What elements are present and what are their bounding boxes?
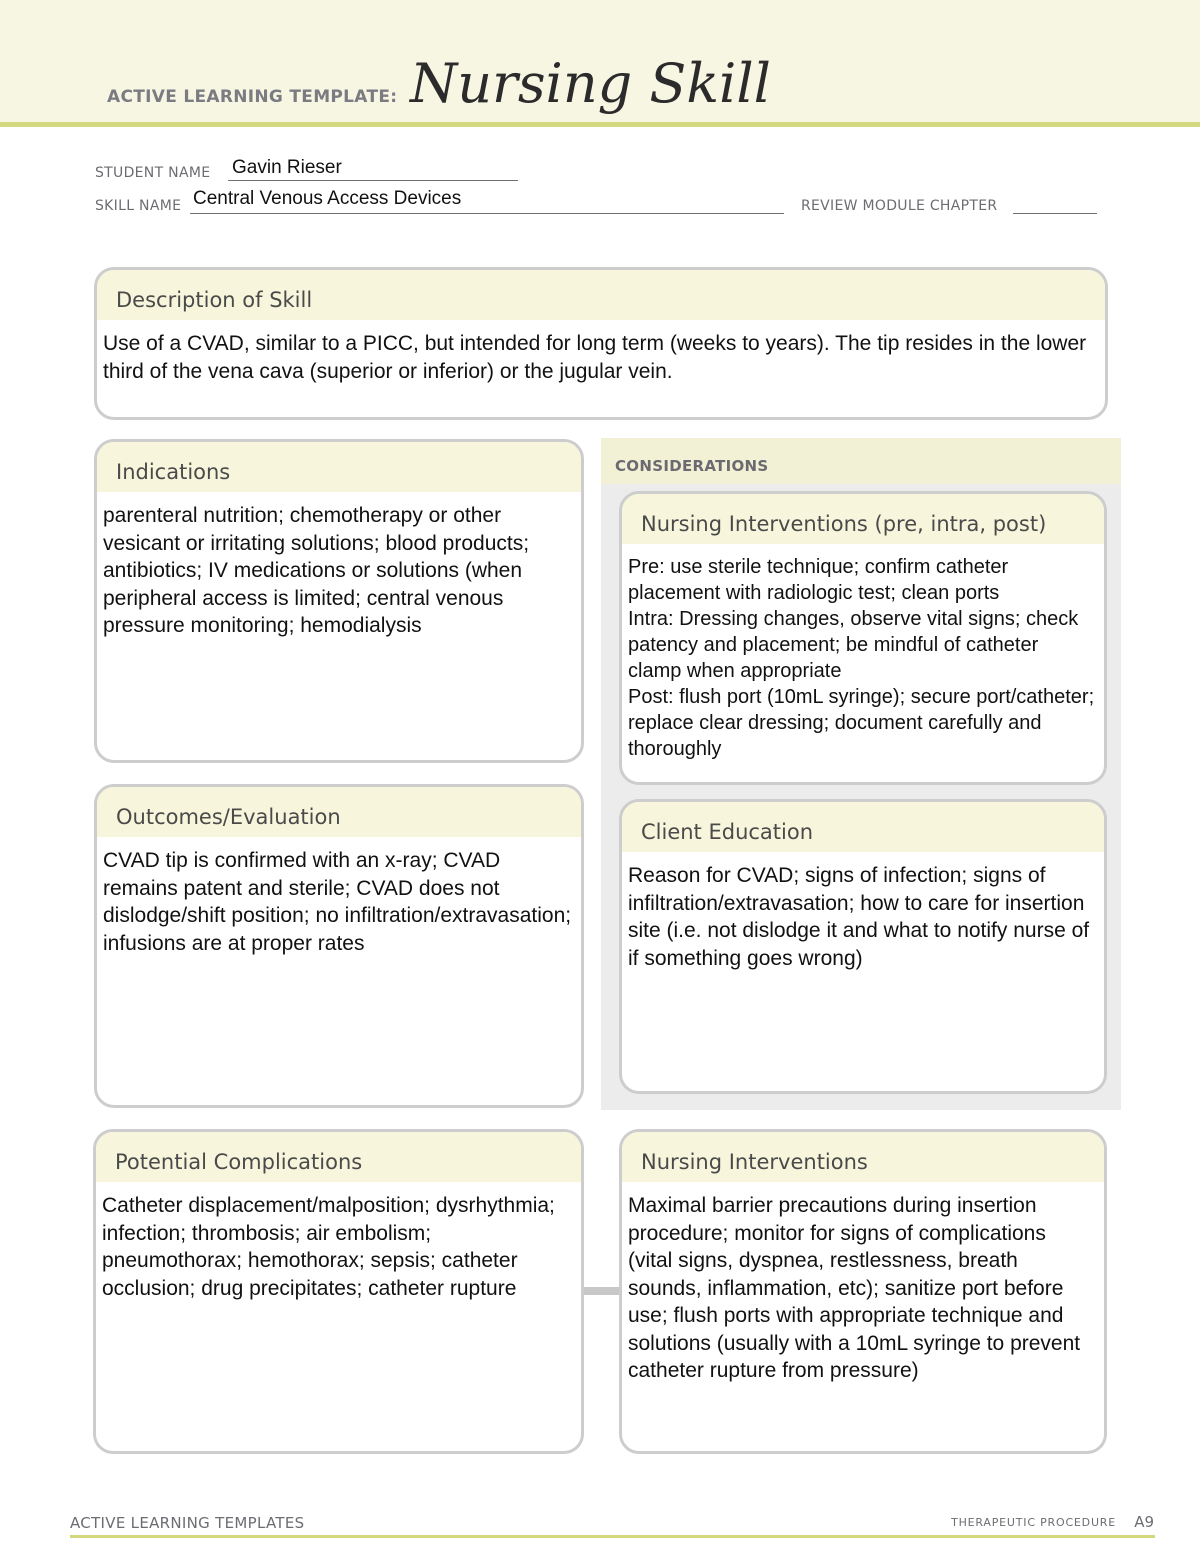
interventions-body[interactable] (622, 1182, 1104, 1385)
description-box (94, 267, 1108, 420)
complications-text: Catheter displacement/malposition; dysrhythmia; infection; thrombosis; air embolism; pneumothorax; hemothorax; sepsis; catheter occlusion; drug precipitates; catheter rupture (102, 1194, 555, 1300)
student-name-label: STUDENT NAME (95, 165, 211, 181)
indications-box (94, 439, 584, 763)
student-name-line (228, 180, 518, 181)
complications-title: Potential Complications (96, 1132, 581, 1182)
indications-body[interactable] (97, 492, 581, 640)
review-module-line (1013, 213, 1097, 214)
header-rule (0, 122, 1200, 127)
page-number: A9 (1134, 1513, 1154, 1531)
outcomes-body[interactable] (97, 837, 581, 957)
template-label: ACTIVE LEARNING TEMPLATE: (107, 87, 398, 107)
intra-text: Intra: Dressing changes, observe vital signs; check patency and placement; be mindful of catheter clamp when appropriate (628, 608, 1079, 682)
skill-name-line (190, 213, 784, 214)
considerations-label: CONSIDERATIONS (615, 457, 769, 475)
pre-intra-post-body[interactable] (622, 544, 1104, 762)
pre-intra-post-title: Nursing Interventions (pre, intra, post) (622, 494, 1104, 544)
complications-box (93, 1129, 584, 1454)
description-body[interactable] (97, 320, 1105, 385)
description-title: Description of Skill (97, 270, 1105, 320)
outcomes-text: CVAD tip is confirmed with an x-ray; CVAD remains patent and sterile; CVAD does not dislodge/shift position; no infiltration/extravasation; infusions are at proper rates (103, 849, 572, 955)
description-text: Use of a CVAD, similar to a PICC, but intended for long term (weeks to years). The tip resides in the lower third of the vena cava (superior or inferior) or the jugular vein. (103, 332, 1087, 383)
template-title: Nursing Skill (410, 52, 771, 115)
interventions-box (619, 1129, 1107, 1454)
footer-left: ACTIVE LEARNING TEMPLATES (70, 1514, 305, 1532)
client-education-box (619, 799, 1107, 1094)
pre-intra-post-box (619, 491, 1107, 785)
indications-text: parenteral nutrition; chemotherapy or other vesicant or irritating solutions; blood products; antibiotics; IV medications or solutions (when peripheral access is limited; central venous pressure monitoring; hemodialysis (103, 504, 530, 637)
footer-right: THERAPEUTIC PROCEDURE (951, 1516, 1116, 1529)
client-education-body[interactable] (622, 852, 1104, 972)
student-name-field[interactable]: Gavin Rieser (232, 157, 342, 178)
client-education-title: Client Education (622, 802, 1104, 852)
skill-name-label: SKILL NAME (95, 198, 182, 214)
footer-rule (70, 1535, 1155, 1538)
interventions-title: Nursing Interventions (622, 1132, 1104, 1182)
client-education-text: Reason for CVAD; signs of infection; signs of infiltration/extravasation; how to care for insertion site (i.e. not dislodge it and what to notify nurse of if something goes wrong) (628, 864, 1090, 970)
complications-body[interactable] (96, 1182, 581, 1302)
interventions-text: Maximal barrier precautions during insertion procedure; monitor for signs of complications (vital signs, dyspnea, restlessness, breath sounds, inflammation, etc); sanitize port before use; flush ports with appropriate technique and solutions (usually with a 10mL syringe to prevent catheter rupture from pressure) (628, 1194, 1081, 1382)
skill-name-field[interactable]: Central Venous Access Devices (193, 188, 462, 209)
pre-text: Pre: use sterile technique; confirm catheter placement with radiologic test; clean ports (628, 556, 1009, 604)
post-text: Post: flush port (10mL syringe); secure port/catheter; replace clear dressing; document carefully and thoroughly (628, 686, 1095, 760)
review-module-label: REVIEW MODULE CHAPTER (801, 198, 998, 214)
outcomes-title: Outcomes/Evaluation (97, 787, 581, 837)
connector-bar (583, 1287, 621, 1295)
indications-title: Indications (97, 442, 581, 492)
outcomes-box (94, 784, 584, 1108)
